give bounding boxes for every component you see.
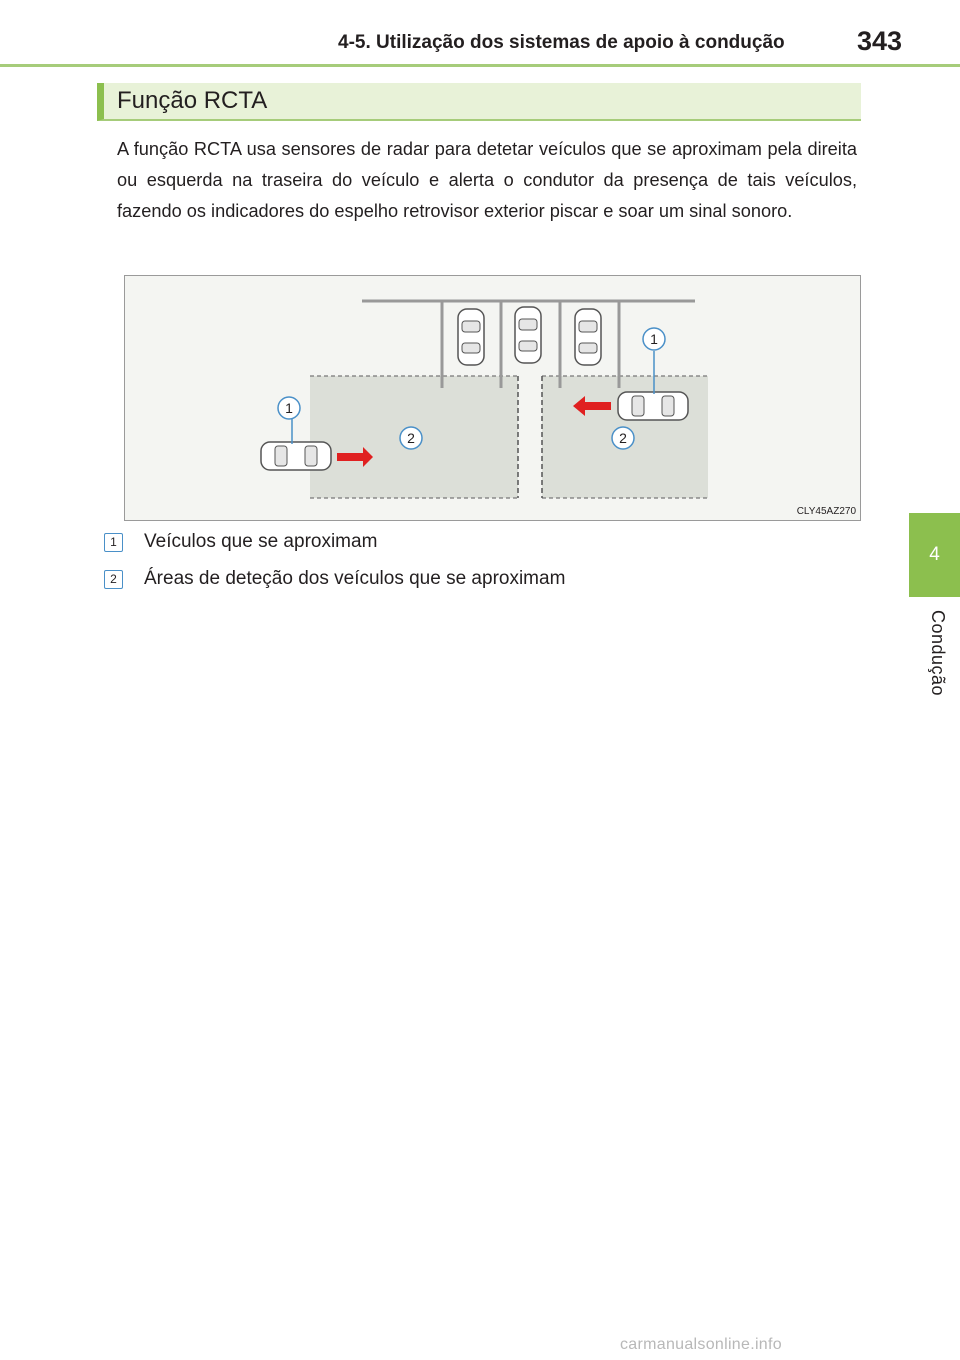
parked-car-right (575, 309, 601, 365)
callout-2-right-text: 2 (619, 430, 627, 446)
header-title: 4-5. Utilização dos sistemas de apoio à condução (338, 32, 785, 53)
legend-text: Áreas de deteção dos veículos que se aproximam (144, 568, 566, 589)
rcta-illustration (125, 276, 862, 522)
approaching-car-right (618, 392, 688, 420)
callout-1-right (643, 328, 665, 350)
header-rule (0, 64, 960, 67)
callout-2-right (612, 427, 634, 449)
legend-text: Veículos que se aproximam (144, 531, 378, 552)
body-paragraph: A função RCTA usa sensores de radar para detetar veículos que se aproximam pela direita ou esquerda na traseira do veículo e alerta o condutor da presença de tais veículos, fazendo os indicadores do espelho retrovisor exterior piscar e soar um sinal sonoro. (117, 139, 857, 221)
chapter-tab[interactable] (909, 513, 960, 597)
figure-code: CLY45AZ270 (796, 506, 856, 517)
callout-1-left-text: 1 (285, 400, 293, 416)
callout-1-left (278, 397, 300, 419)
watermark: carmanualsonline.info (620, 1336, 782, 1353)
callout-2-left-text: 2 (407, 430, 415, 446)
section-heading (97, 83, 861, 121)
callout-2-left (400, 427, 422, 449)
parked-car-left (458, 309, 484, 365)
rcta-figure (124, 275, 861, 521)
legend-item-2 (104, 568, 664, 594)
callout-1-right-text: 1 (650, 331, 658, 347)
page-number: 343 (856, 26, 902, 56)
own-vehicle (515, 307, 541, 363)
chapter-label: Condução (928, 610, 948, 697)
approaching-car-left (261, 442, 331, 470)
chapter-number: 4 (929, 544, 940, 565)
legend-item-1 (104, 531, 664, 557)
section-heading-text: Função RCTA (117, 87, 268, 114)
legend-number: 1 (104, 533, 123, 552)
legend-number: 2 (104, 570, 123, 589)
